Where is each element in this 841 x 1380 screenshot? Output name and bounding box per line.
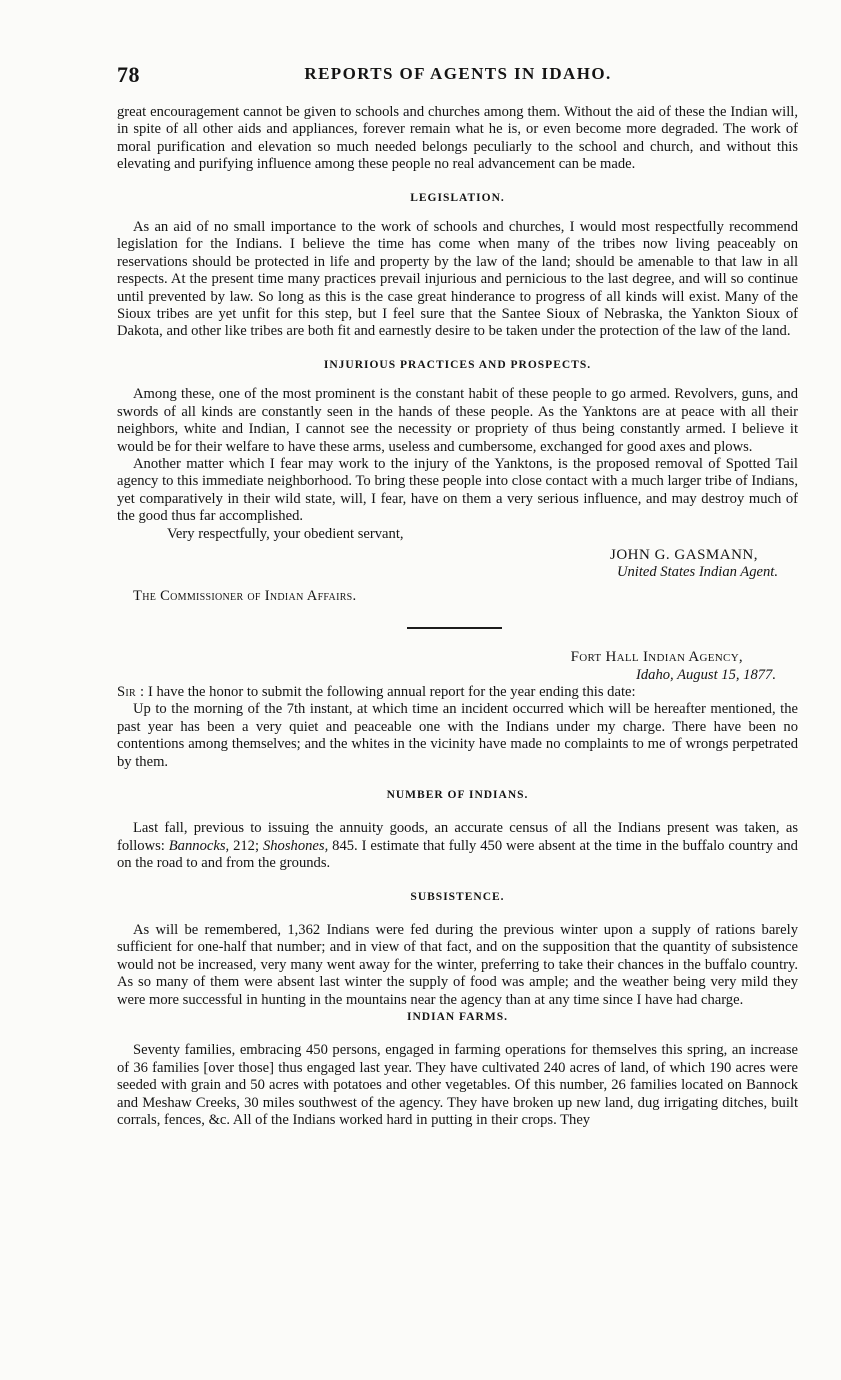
addressee: The Commissioner of Indian Affairs. bbox=[133, 587, 357, 604]
signature-title: United States Indian Agent. bbox=[616, 564, 778, 581]
running-title: REPORTS OF AGENTS IN IDAHO. bbox=[304, 64, 612, 83]
bannocks-label: Bannocks, bbox=[168, 837, 230, 854]
signature-name: JOHN G. GASMANN, bbox=[609, 546, 758, 563]
injurious-paragraph-2: Another matter which I fear may work to the injury of the Yanktons, is the proposed removal of Spotted Tail agency to this immediate neighborhood. To bring these people into close contact with a much larger tribe of Indians, yet comparatively in their wild state, will, I fear, have on them a very serious influence, and may destroy much of the good thus far accomplished. bbox=[117, 455, 798, 525]
body-text bbox=[117, 104, 798, 1130]
absent-estimate-text: I estimate that fully 450 were absent at the time in the buffalo country and on the road to and from the grounds. bbox=[117, 837, 798, 872]
subsistence-paragraph: As will be remembered, 1,362 Indians were fed during the previous winter upon a supply of rations barely sufficient for one-half that number; and in view of that fact, and on the supposition that the quantity of subsistence would not be increased, very many went away for the winter, preferring to take their chances in the buffalo country. As so many of them were absent last winter the supply of food was ample; and the weather being very mild they were more successful in hunting in the mountains near the agency than at any time since I have had charge. bbox=[117, 922, 798, 1008]
census-text: Last fall, previous to issuing the annuity goods, an accurate census of all the Indians present was taken, as follows: bbox=[117, 820, 798, 854]
number-heading: NUMBER OF INDIANS. bbox=[386, 789, 529, 801]
shoshones-label: Shoshones, bbox=[262, 837, 329, 854]
legislation-paragraph: As an aid of no small importance to the work of schools and churches, I would most respectfully recommend legislation for the Indians. I believe the time has come when many of the tribes now living peaceably on reservations should be protected in life and property by the law of the land; should be amenable to that law in all respects. At the present time many practices prevail injurious and pernicious to the last degree, and will so continue until prevented by law. So long as this is the case great hinderance to progress of all kinds will exist. Many of the Sioux tribes are yet unfit for this step, but I feel sure that the Santee Sioux of Nebraska, the Yankton Sioux of Dakota, and other like tribes are both fit and earnestly desire to be taken under the protection of the law of the land. bbox=[117, 219, 798, 340]
report-date: Idaho, August 15, 1877. bbox=[636, 666, 776, 683]
page-number: 78 bbox=[117, 62, 140, 87]
salutation: Sir : bbox=[117, 683, 145, 700]
number-paragraph bbox=[117, 820, 798, 872]
closing-line: Very respectfully, your obedient servant, bbox=[167, 525, 404, 542]
agency-place: Fort Hall Indian Agency, bbox=[570, 649, 743, 666]
legislation-heading: LEGISLATION. bbox=[410, 191, 505, 204]
divider-rule bbox=[407, 627, 502, 629]
farms-paragraph: Seventy families, embracing 450 persons, engaged in farming operations for themselves this spring, an increase of 36 families [over those] thus engaged last year. They have cultivated 240 acres of land, of which 190 acres were seeded with grain and 50 acres with potatoes and other vegetables. Of this number, 26 families located on Bannock and Meshaw Creeks, 30 miles southwest of the agency. They have broken up new land, dug irrigating ditches, built corrals, fences, &c. All of the Indians worked hard in putting in their crops. They bbox=[117, 1042, 798, 1129]
salutation-paragraph bbox=[117, 684, 798, 701]
subsistence-heading: SUBSISTENCE. bbox=[410, 890, 505, 903]
farms-heading: INDIAN FARMS. bbox=[407, 1011, 508, 1024]
shoshones-count: 845. bbox=[332, 837, 358, 854]
fort-hall-paragraph-1: Up to the morning of the 7th instant, at which time an incident occurred which will be hereafter mentioned, the past year has been a very quiet and peaceable one with the Indians under my charge. There have been no contentions among themselves; and the whites in the vicinity have made no complaints to me of wrongs perpetrated by them. bbox=[117, 701, 798, 770]
injurious-heading: INJURIOUS PRACTICES AND PROSPECTS. bbox=[323, 358, 592, 371]
intro-paragraph: great encouragement cannot be given to schools and churches among them. Without the aid of these the Indian will, in spite of all other aids and appliances, forever remain what he is, or even become more degraded. The work of moral purification and elevation so much needed belongs peculiarly to the school and church, and without this elevating and purifying influence among these people no real advancement can be made. bbox=[117, 104, 798, 173]
injurious-paragraph-1: Among these, one of the most prominent is the constant habit of these people to go armed. Revolvers, guns, and swords of all kinds are constantly seen in the hands of these people. As the Yanktons are at peace with all their neighbors, white and Indian, I cannot see the necessity or propriety of thus being constantly armed. I believe it would be for their welfare to have these arms, useless and cumbersome, exchanged for good axes and plows. bbox=[117, 386, 798, 455]
page-header bbox=[117, 62, 799, 88]
opening-text: I have the honor to submit the following annual report for the year ending this date: bbox=[147, 683, 636, 700]
bannocks-count: 212; bbox=[233, 837, 260, 854]
section-divider bbox=[117, 605, 798, 649]
